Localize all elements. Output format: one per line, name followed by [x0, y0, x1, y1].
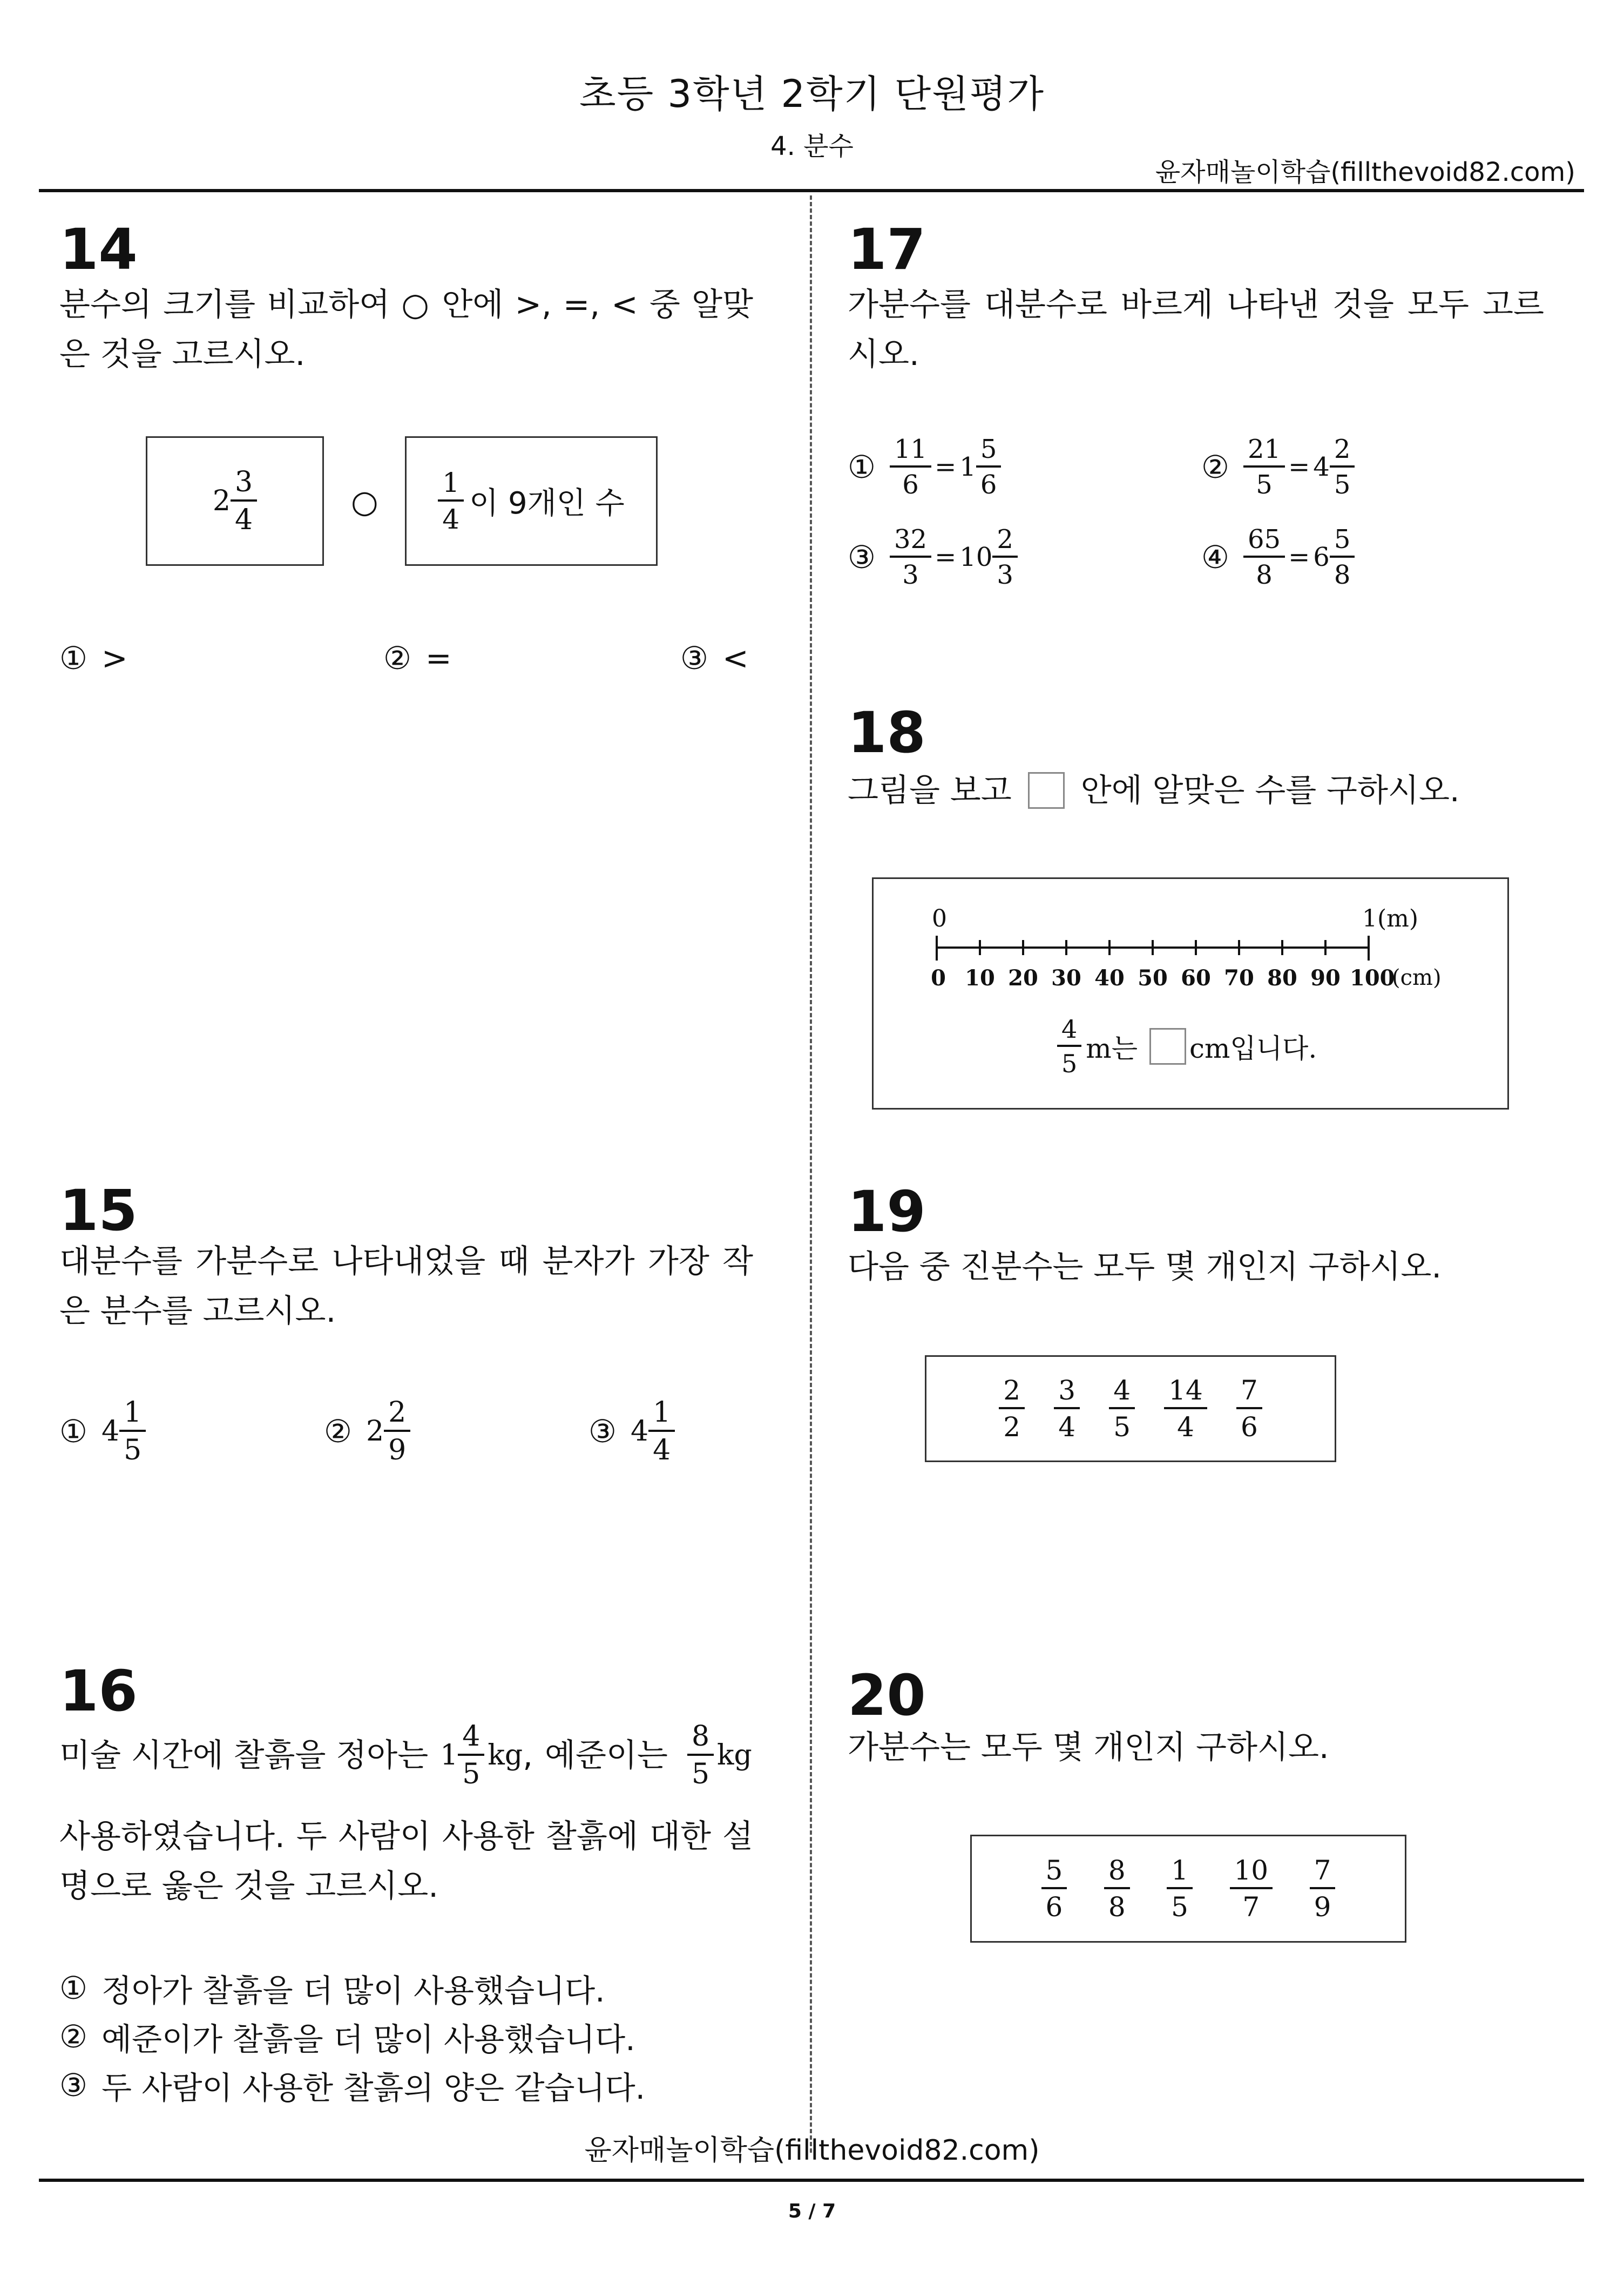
q18-text-before: 그림을 보고	[848, 772, 1012, 809]
q16-number: 16	[59, 1658, 138, 1724]
q18-unit-m: m는	[1086, 1033, 1138, 1064]
fraction-den: 4	[1058, 1411, 1075, 1443]
fraction-num: 1	[1167, 1857, 1193, 1889]
option-mark: ②	[1201, 449, 1229, 485]
q19-fraction	[1164, 1377, 1207, 1441]
option-mark: ①	[848, 449, 876, 485]
footer-site-credit: 윤자매놀이학습(fillthevoid82.com)	[584, 2134, 1040, 2167]
q17-option-3[interactable]	[848, 526, 1018, 588]
q18-text-after: 안에 알맞은 수를 구하시오.	[1080, 772, 1460, 809]
q16-amount1	[440, 1722, 523, 1788]
option-whole: 1	[959, 452, 976, 482]
q19-fraction	[1109, 1377, 1135, 1441]
option-whole: 6	[1313, 542, 1330, 572]
option-rden: 6	[980, 470, 997, 500]
answer-box-icon	[1028, 772, 1065, 809]
unit-subtitle: 4. 분수	[770, 131, 854, 161]
fraction-den: 6	[1045, 1891, 1063, 1923]
q15-option-1[interactable]	[59, 1398, 146, 1464]
q14-number: 14	[59, 217, 138, 282]
equals-sign: =	[935, 452, 957, 482]
option-den: 5	[1256, 470, 1273, 500]
q16-text-line1	[59, 1722, 753, 1788]
ruler-label: 30	[1051, 965, 1081, 991]
q16-amount2-num: 8	[687, 1722, 714, 1756]
q18-statement	[1057, 1017, 1317, 1076]
option-mark: ④	[1201, 539, 1229, 576]
ruler-label: 20	[1008, 965, 1038, 991]
ruler-tick	[1065, 940, 1067, 955]
fraction-den: 5	[1171, 1891, 1188, 1923]
q19-fractions-box	[925, 1355, 1336, 1462]
q18-fraction-num: 4	[1057, 1017, 1081, 1047]
option-num: 32	[890, 526, 931, 558]
q14-right-num: 1	[438, 469, 464, 502]
ruler-label: 0	[931, 965, 946, 991]
ruler-tick	[936, 936, 938, 961]
ruler-tick	[1195, 940, 1197, 955]
option-mark: ②	[59, 2018, 87, 2055]
q14-option-2[interactable]	[383, 640, 452, 677]
q17-text: 가분수를 대분수로 바르게 나타낸 것을 모두 고르시오.	[848, 286, 1544, 373]
fraction-num: 5	[1041, 1857, 1067, 1889]
q20-fraction	[1041, 1857, 1067, 1921]
ruler-label: 70	[1224, 965, 1254, 991]
q14-right-text: 이 9개인 수	[469, 486, 625, 521]
ruler-tick	[1022, 940, 1024, 955]
q20-text: 가분수는 모두 몇 개인지 구하시오.	[848, 1728, 1329, 1766]
fraction-num: 2	[999, 1377, 1025, 1409]
ruler-tick	[1152, 940, 1154, 955]
option-mark: ②	[383, 640, 411, 677]
header-rule	[39, 189, 1584, 192]
q16-option-3[interactable]	[59, 2063, 645, 2108]
ruler-label: 60	[1181, 965, 1211, 991]
q16-comma: ,	[523, 1736, 533, 1774]
q19-text: 다음 중 진분수는 모두 몇 개인지 구하시오.	[848, 1248, 1442, 1285]
q19-fraction	[1236, 1377, 1262, 1441]
option-num: 1	[119, 1398, 146, 1432]
ruler-label: 40	[1094, 965, 1125, 991]
q20-fraction	[1310, 1857, 1336, 1921]
q17-option-4[interactable]	[1201, 526, 1355, 588]
option-label: >	[102, 640, 128, 677]
q14-left-den: 4	[235, 504, 253, 536]
q17-option-1[interactable]	[848, 436, 1001, 498]
q14-compare-circle[interactable]: ○	[351, 483, 378, 520]
option-num: 1	[648, 1398, 675, 1432]
option-mark: ③	[680, 640, 708, 677]
option-den: 4	[653, 1434, 671, 1466]
ruler-tick	[1368, 936, 1370, 961]
q16-text1: 미술 시간에 찰흙을 정아는	[59, 1736, 429, 1774]
q16-text-line2: 사용하였습니다. 두 사람이 사용한 찰흙에 대한 설명으로 옳은 것을 고르시오.	[59, 1817, 753, 1904]
option-den: 5	[124, 1434, 142, 1466]
fraction-den: 2	[1003, 1411, 1020, 1443]
ruler-tick	[1108, 940, 1111, 955]
q18-text	[848, 766, 1544, 815]
q14-option-1[interactable]	[59, 640, 128, 677]
q17-option-2[interactable]	[1201, 436, 1355, 498]
option-label: 예준이가 찰흙을 더 많이 사용했습니다.	[102, 2021, 635, 2058]
q16-option-1[interactable]	[59, 1965, 605, 2011]
option-whole: 10	[959, 542, 993, 572]
fraction-num: 7	[1236, 1377, 1262, 1409]
fraction-den: 9	[1314, 1891, 1331, 1923]
q18-fraction-den: 5	[1061, 1049, 1078, 1078]
option-whole: 2	[366, 1415, 384, 1448]
q14-right-box	[405, 436, 658, 566]
ruler-label: 10	[965, 965, 995, 991]
fraction-num: 8	[1104, 1857, 1130, 1889]
ruler-label: 100	[1350, 965, 1395, 991]
q16-text2: 예준이는	[544, 1736, 668, 1774]
q15-number: 15	[59, 1178, 138, 1243]
option-rnum: 2	[992, 526, 1018, 558]
q18-number: 18	[848, 700, 926, 766]
ruler-label: 50	[1138, 965, 1168, 991]
option-den: 3	[902, 560, 919, 590]
q19-fraction	[999, 1377, 1025, 1441]
option-mark: ①	[59, 640, 87, 677]
option-den: 6	[902, 470, 919, 500]
q15-option-2[interactable]	[324, 1398, 410, 1464]
q16-amount2-unit: kg	[717, 1739, 752, 1772]
q15-text: 대분수를 가분수로 나타내었을 때 분자가 가장 작은 분수를 고르시오.	[59, 1242, 753, 1329]
equals-sign: =	[935, 542, 957, 572]
option-den: 9	[388, 1434, 407, 1466]
option-mark: ③	[588, 1413, 617, 1450]
option-mark: ②	[324, 1413, 352, 1450]
q16-option-2[interactable]	[59, 2014, 635, 2059]
page-number: 5 / 7	[788, 2200, 836, 2222]
fraction-num: 10	[1230, 1857, 1273, 1889]
fraction-den: 6	[1241, 1411, 1258, 1443]
option-whole: 4	[631, 1415, 649, 1448]
option-num: 11	[890, 436, 931, 468]
q19-fraction	[1054, 1377, 1080, 1441]
option-num: 65	[1243, 526, 1285, 558]
option-rden: 3	[997, 560, 1013, 590]
option-rnum: 5	[1330, 526, 1355, 558]
ruler-top-left-label: 0	[932, 905, 947, 932]
option-mark: ①	[59, 1970, 87, 2006]
equals-sign: =	[1288, 452, 1310, 482]
q16-amount1-whole: 1	[440, 1739, 458, 1772]
q18-tail: cm입니다.	[1189, 1033, 1317, 1064]
site-credit: 윤자매놀이학습(fillthevoid82.com)	[1155, 157, 1575, 187]
option-whole: 4	[102, 1415, 120, 1448]
option-label: 정아가 찰흙을 더 많이 사용했습니다.	[102, 1972, 605, 2009]
q14-left-whole: 2	[212, 485, 231, 517]
option-mark: ①	[59, 1413, 87, 1450]
option-label: 두 사람이 사용한 찰흙의 양은 같습니다.	[102, 2070, 646, 2106]
ruler-tick	[1324, 940, 1327, 955]
ruler-unit: (cm)	[1392, 965, 1442, 990]
q16-amount2	[687, 1722, 752, 1788]
q20-fractions-box	[970, 1835, 1406, 1943]
option-label: <	[722, 640, 749, 677]
q17-number: 17	[848, 217, 926, 282]
option-num: 21	[1243, 436, 1285, 468]
footer-rule	[39, 2179, 1584, 2182]
option-label: =	[425, 640, 452, 677]
q14-left-box	[146, 436, 324, 566]
fraction-num: 4	[1109, 1377, 1135, 1409]
ruler-top-right-label: 1(m)	[1362, 905, 1419, 932]
ruler-tick	[1281, 940, 1283, 955]
q16-amount1-den: 5	[462, 1758, 481, 1790]
option-rden: 8	[1334, 560, 1351, 590]
option-rden: 5	[1334, 470, 1351, 500]
fraction-num: 14	[1164, 1377, 1207, 1409]
option-den: 8	[1256, 560, 1273, 590]
q18-answer-box[interactable]	[1149, 1028, 1186, 1065]
fraction-den: 7	[1242, 1891, 1260, 1923]
page-title: 초등 3학년 2학기 단원평가	[579, 72, 1045, 116]
option-rnum: 5	[976, 436, 1002, 468]
q18-figure-box	[872, 877, 1509, 1110]
ruler-label: 90	[1310, 965, 1341, 991]
q16-amount2-den: 5	[691, 1758, 710, 1790]
q20-fraction	[1167, 1857, 1193, 1921]
q14-text: 분수의 크기를 비교하여 ○ 안에 >, =, < 중 알맞은 것을 고르시오.	[59, 286, 753, 373]
option-whole: 4	[1313, 452, 1330, 482]
q14-right-den: 4	[442, 504, 460, 535]
q20-number: 20	[848, 1662, 926, 1728]
fraction-num: 7	[1310, 1857, 1336, 1889]
fraction-den: 5	[1113, 1411, 1131, 1443]
q16-amount1-num: 4	[458, 1722, 484, 1756]
ruler-tick	[1238, 940, 1240, 955]
fraction-num: 3	[1054, 1377, 1080, 1409]
q16-amount1-unit: kg	[488, 1739, 523, 1772]
option-mark: ③	[848, 539, 876, 576]
column-divider	[810, 195, 812, 2153]
q20-fraction	[1104, 1857, 1130, 1921]
q15-option-3[interactable]	[588, 1398, 675, 1464]
fraction-den: 8	[1108, 1891, 1126, 1923]
q14-option-3[interactable]	[680, 640, 749, 677]
ruler-tick	[979, 940, 981, 955]
ruler-label: 80	[1267, 965, 1297, 991]
option-num: 2	[384, 1398, 410, 1432]
q19-number: 19	[848, 1179, 926, 1245]
option-mark: ③	[59, 2067, 87, 2104]
equals-sign: =	[1288, 542, 1310, 572]
fraction-den: 4	[1177, 1411, 1194, 1443]
q20-fraction	[1230, 1857, 1273, 1921]
q14-left-num: 3	[231, 468, 257, 502]
option-rnum: 2	[1330, 436, 1355, 468]
q14-left-fraction	[213, 468, 257, 534]
